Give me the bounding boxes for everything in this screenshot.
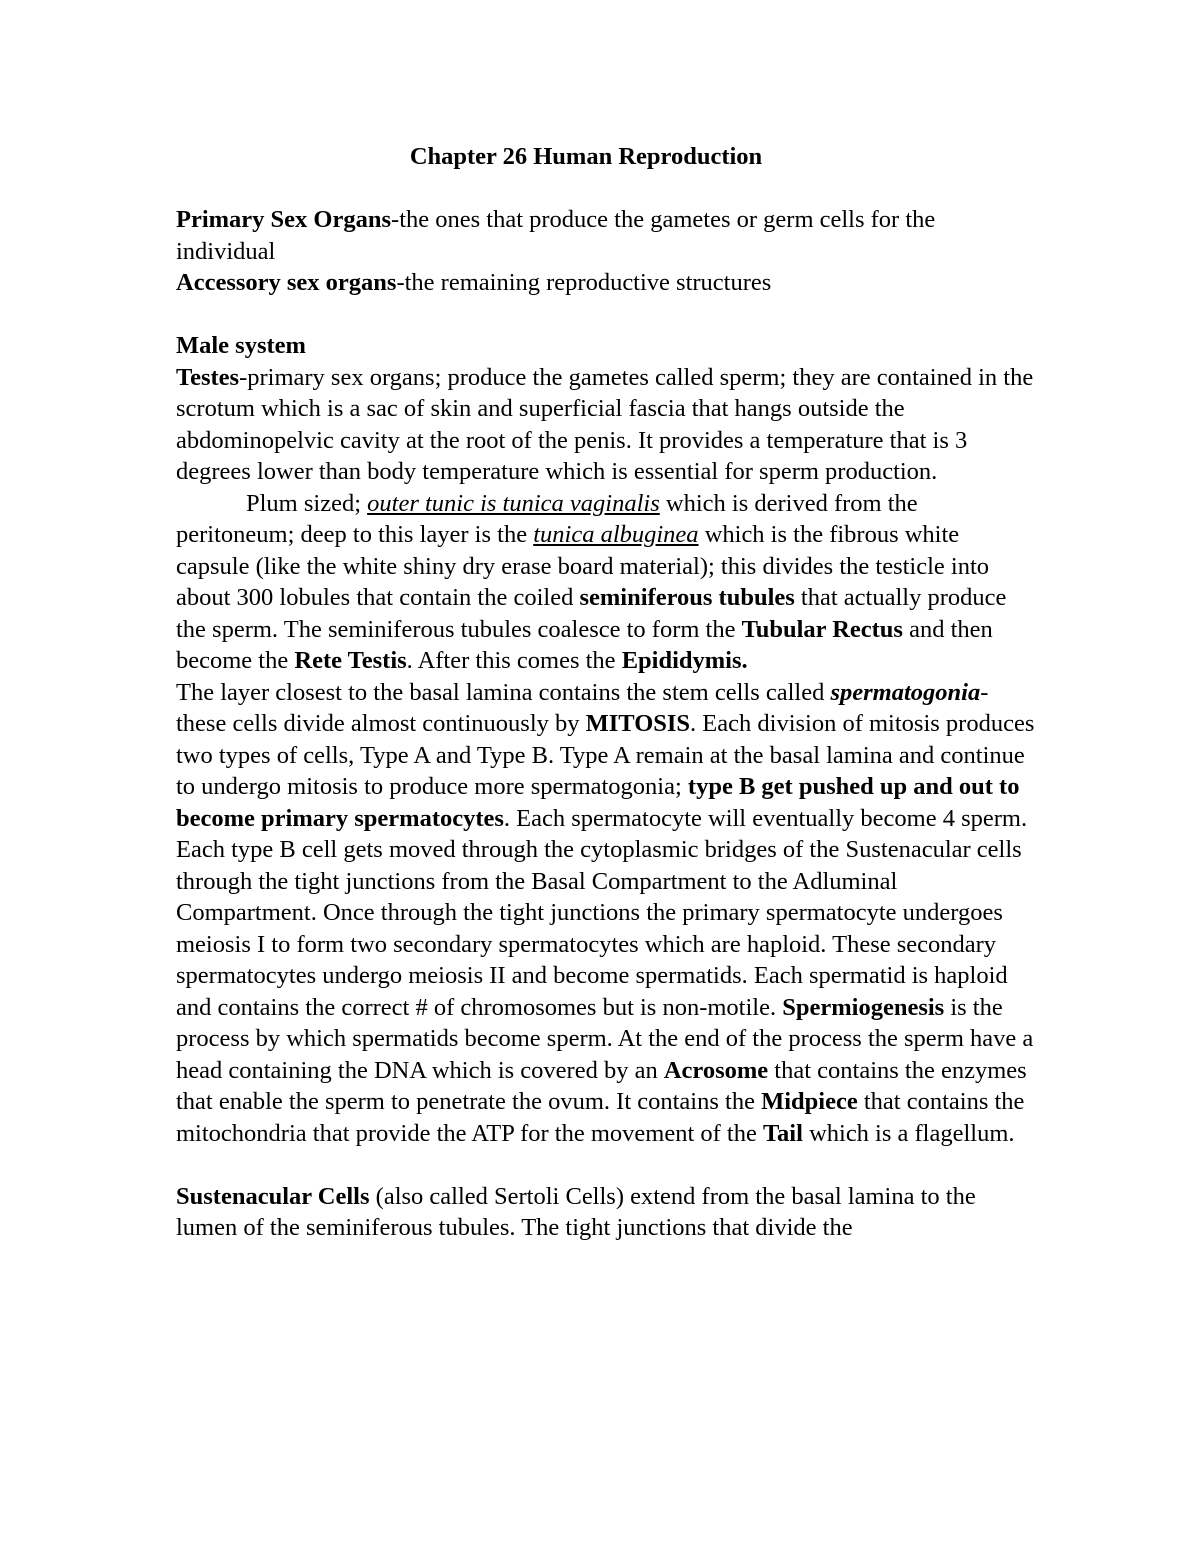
plum-text-3: which is the fibrous white capsule (like the white shiny dry erase board material); this divides the testicle into about 300 lobules that contain the coiled — [176, 521, 990, 611]
paragraph-gap — [176, 299, 1036, 331]
testes-text: -primary sex organs; produce the gametes called sperm; they are contained in the scrotum which is a sac of skin and superficial fascia that hangs outside the abdominopelvic cavity at the root of the penis. It provides a temperature that is 3 degrees lower than body temperature which is essential for sperm production. — [176, 363, 1034, 485]
spermatogenesis-paragraph — [176, 677, 1036, 1150]
layer-text-3: . Each division of mitosis produces two types of cells, Type A and Type B. Type A remain at the basal lamina and continue to undergo mitosis to produce more spermatogonia; — [176, 710, 1035, 800]
sustenacular-paragraph — [176, 1181, 1036, 1244]
layer-text-2: -these cells divide almost continuously by — [176, 678, 989, 737]
acrosome-term: Acrosome — [663, 1056, 769, 1084]
testes-term: Testes — [176, 363, 240, 391]
layer-text-1: The layer closest to the basal lamina contains the stem cells called — [176, 678, 831, 706]
accessory-sex-organs-term: Accessory sex organs — [176, 269, 397, 296]
plum-text-1: Plum sized; — [246, 489, 368, 517]
tunica-albuginea-underlined: tunica albuginea — [533, 521, 699, 548]
tubular-rectus-term: Tubular Rectus — [741, 615, 903, 643]
male-system-heading — [176, 330, 1036, 362]
tunica-vaginalis-underlined: outer tunic is tunica vaginalis — [367, 489, 660, 517]
plum-text-2: which is derived from the peritoneum; deep to this layer is the — [176, 489, 918, 548]
accessory-sex-organs-text: -the remaining reproductive structures — [396, 269, 772, 296]
layer-text-4: . Each spermatocyte will eventually become 4 sperm. Each type B cell gets moved through the cytoplasmic bridges of the Sustenacular cells through the tight junctions from the Basal Compartment to the Adluminal Compartment. Once through the tight junctions the primary spermatocyte undergoes meiosis I to form two secondary spermatocytes which are haploid. These secondary spermatocytes undergo meiosis II and become spermatids. Each spermatid is haploid and contains the correct # of chromosomes but is non-motile. — [176, 804, 1028, 1021]
spermatogonia-term: spermatogonia — [830, 678, 981, 706]
plum-sized-paragraph — [176, 488, 1036, 677]
plum-text-6: . After this comes the — [406, 647, 622, 674]
testes-paragraph — [176, 362, 1036, 488]
rete-testis-term: Rete Testis — [294, 647, 407, 674]
sustenacular-cells-term: Sustenacular Cells — [176, 1182, 370, 1210]
type-b-emphasis: type B get pushed up and out to become primary spermatocytes — [176, 773, 1020, 832]
accessory-sex-organs-definition — [176, 267, 1036, 299]
primary-sex-organs-term: Primary Sex Organs — [176, 206, 392, 233]
sustenacular-text: (also called Sertoli Cells) extend from the basal lamina to the lumen of the seminiferous tubules. The tight junctions that divide the — [176, 1182, 976, 1241]
primary-sex-organs-text: -the ones that produce the gametes or germ cells for the individual — [176, 206, 936, 265]
spermiogenesis-term: Spermiogenesis — [782, 993, 945, 1021]
page-title: Chapter 26 Human Reproduction — [409, 143, 763, 170]
mitosis-term: MITOSIS — [585, 710, 691, 737]
layer-text-6: that contains the enzymes that enable the sperm to penetrate the ovum. It contains the — [176, 1056, 1027, 1115]
seminiferous-tubules-term: seminiferous tubules — [579, 584, 795, 611]
primary-sex-organs-definition — [176, 204, 1036, 267]
paragraph-gap — [176, 1149, 1036, 1181]
male-system-heading-text: Male system — [176, 332, 306, 359]
tail-term: Tail — [762, 1119, 803, 1147]
plum-text-4: that actually produce the sperm. The seminiferous tubules coalesce to form the — [176, 584, 1007, 643]
epididymis-term: Epididymis. — [621, 647, 748, 674]
layer-text-8: which is a flagellum. — [802, 1119, 1015, 1147]
layer-text-5: is the process by which spermatids become sperm. At the end of the process the sperm have a head containing the DNA which is covered by an — [176, 993, 1034, 1084]
midpiece-term: Midpiece — [761, 1088, 858, 1115]
plum-text-5: and then become the — [176, 615, 993, 674]
document-body — [176, 141, 1036, 1244]
layer-text-7: that contains the mitochondria that provide the ATP for the movement of the — [176, 1088, 1025, 1147]
